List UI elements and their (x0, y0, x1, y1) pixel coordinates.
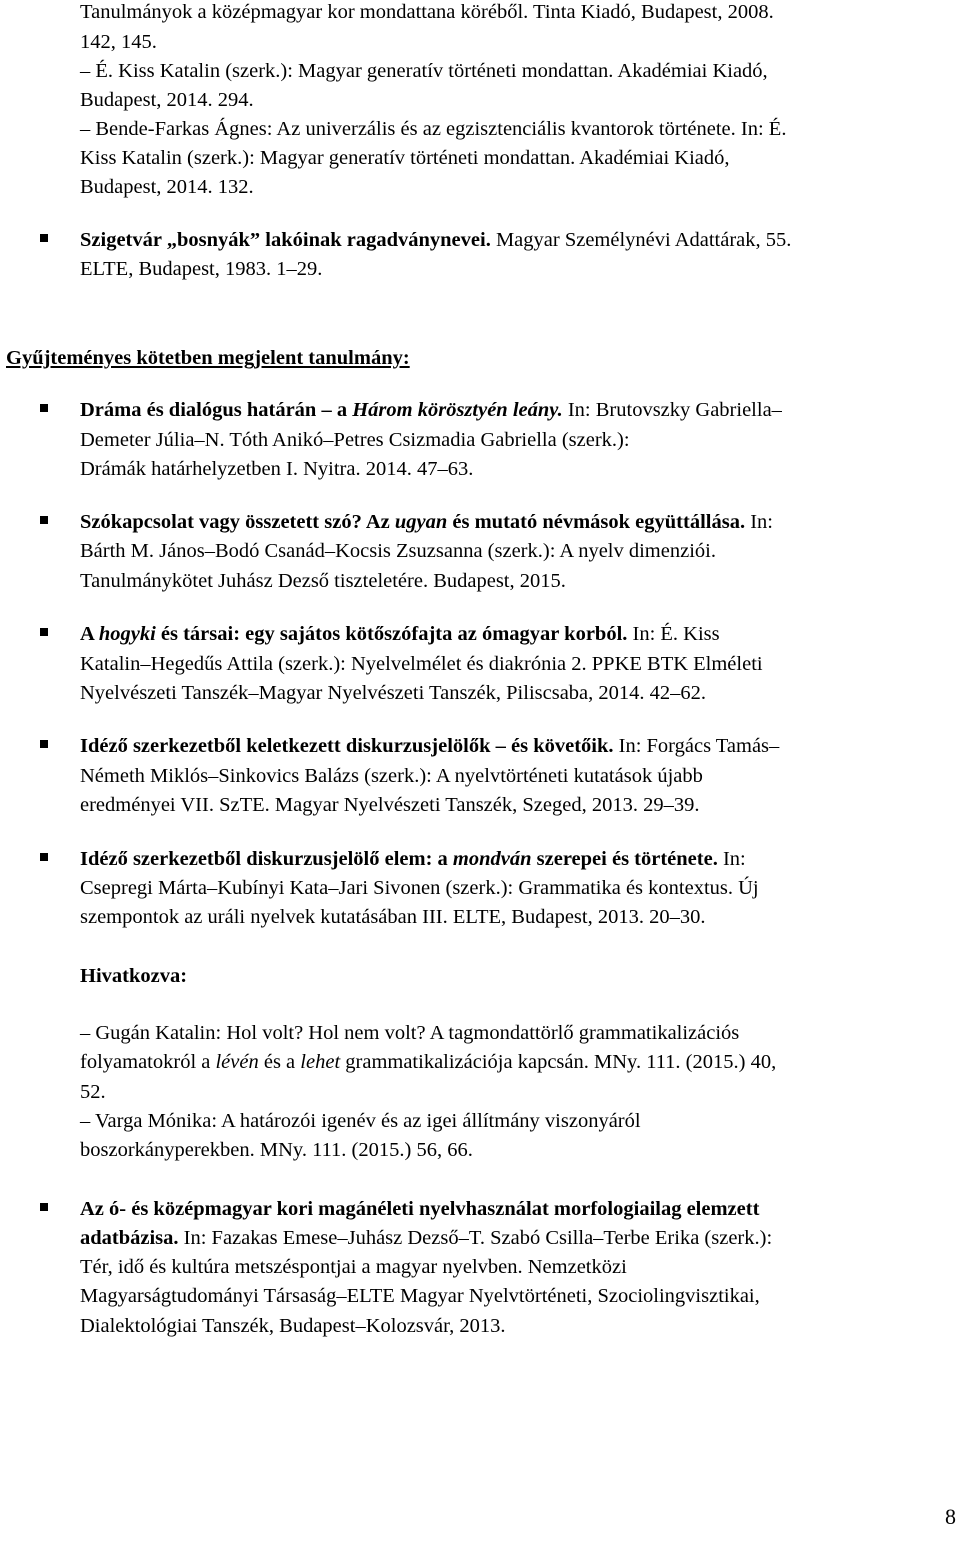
entry-6-bold-2: szerepei és története. (531, 848, 718, 870)
entry-3-bold: Szókapcsolat vagy összetett szó? Az (80, 511, 395, 533)
entry-7-title (80, 1195, 759, 1225)
page-number: 8 (945, 1504, 956, 1529)
ref-1-line2 (80, 1048, 776, 1078)
entry-3-line3: Tanulmánykötet Juhász Dezső tiszteletére. Budapest, 2015. (80, 570, 566, 592)
entry-6-bold: Idéző szerkezetből diskurzusjelölő elem: a (80, 848, 453, 870)
entry-7-bold-2: adatbázisa. (80, 1227, 179, 1249)
intro-line-6: Kiss Katalin (szerk.): Magyar generatív történeti mondattan. Akadémiai Kiadó, (80, 147, 730, 169)
ref-2-line1: – Varga Mónika: A határozói igenév és az igei állítmány viszonyáról (80, 1110, 641, 1132)
intro-line-1: Tanulmányok a középmagyar kor mondattana köréből. Tinta Kiadó, Budapest, 2008. (80, 1, 774, 23)
ref-1-line1: – Gugán Katalin: Hol volt? Hol nem volt? A tagmondattörlő grammatikalizációs (80, 1022, 740, 1044)
entry-7-line5: Dialektológiai Tanszék, Budapest–Kolozsvár, 2013. (80, 1315, 506, 1337)
bullet-icon (40, 404, 48, 412)
ref-1-italic-a: lévén (215, 1051, 259, 1073)
entry-2-rest: In: Brutovszky Gabriella– (562, 399, 782, 421)
intro-line-4: Budapest, 2014. 294. (80, 89, 254, 111)
ref-1-italic-b: lehet (300, 1051, 341, 1073)
entry-5-line3: eredményei VII. SzTE. Magyar Nyelvészeti Tanszék, Szeged, 2013. 29–39. (80, 794, 700, 816)
entry-6-bold-italic: mondván (452, 848, 532, 870)
entry-5-line2: Németh Miklós–Sinkovics Balázs (szerk.): A nyelvtörténeti kutatások újabb (80, 765, 703, 787)
entry-4-line3: Nyelvészeti Tanszék–Magyar Nyelvészeti Tanszék, Piliscsaba, 2014. 42–62. (80, 682, 707, 704)
entry-5-title (80, 732, 779, 762)
entry-3-rest: In: (745, 511, 773, 533)
entry-4-bold-2: és társai: egy sajátos kötőszófajta az ómagyar korból. (155, 623, 628, 645)
ref-1-text-c: grammatikalizációja kapcsán. MNy. 111. (2015.) 40, (340, 1051, 777, 1073)
bullet-icon (40, 1203, 48, 1211)
ref-1-text-a: folyamatokról a (80, 1051, 216, 1073)
entry-1-rest: Magyar Személynévi Adattárak, 55. (490, 229, 792, 251)
entry-5-bold: Idéző szerkezetből keletkezett diskurzusjelölők – és követőik. (80, 735, 614, 757)
entry-4-title (80, 620, 720, 650)
entry-6-title (80, 845, 746, 875)
entry-3-bold-italic: ugyan (394, 511, 448, 533)
entry-2-bold-italic: Három körösztyén leány. (352, 399, 563, 421)
bullet-icon (40, 234, 48, 242)
entry-4-line2: Katalin–Hegedűs Attila (szerk.): Nyelvelmélet és diakrónia 2. PPKE BTK Elméleti (80, 653, 763, 675)
entry-6-line2: Csepregi Márta–Kubínyi Kata–Jari Sivonen (szerk.): Grammatika és kontextus. Új (80, 877, 759, 899)
intro-line-7: Budapest, 2014. 132. (80, 176, 254, 198)
ref-1-line3: 52. (80, 1081, 106, 1103)
ref-2-line2: boszorkányperekben. MNy. 111. (2015.) 56, 66. (80, 1139, 473, 1161)
entry-7-line2 (80, 1224, 772, 1254)
entry-1-line2: ELTE, Budapest, 1983. 1–29. (80, 258, 323, 280)
intro-line-2: 142, 145. (80, 31, 157, 53)
entry-5-rest: In: Forgács Tamás– (613, 735, 780, 757)
entry-3-bold-2: és mutató névmások együttállása. (447, 511, 746, 533)
entry-2-bold: Dráma és dialógus határán – a (80, 399, 353, 421)
entry-7-line4: Magyarságtudományi Társaság–ELTE Magyar Nyelvtörténeti, Szociolingvisztikai, (80, 1285, 760, 1307)
entry-1-title (80, 226, 791, 256)
entry-4-rest: In: É. Kiss (627, 623, 720, 645)
ref-1-text-b: és a (258, 1051, 301, 1073)
entry-2-line2: Demeter Júlia–N. Tóth Anikó–Petres Csizmadia Gabriella (szerk.): (80, 429, 630, 451)
entry-2-line3: Drámák határhelyzetben I. Nyitra. 2014. 47–63. (80, 458, 474, 480)
bullet-icon (40, 628, 48, 636)
bullet-icon (40, 740, 48, 748)
hivatkozva-label-text: Hivatkozva: (80, 965, 188, 987)
section-heading (6, 344, 410, 374)
intro-line-5: – Bende-Farkas Ágnes: Az univerzális és az egzisztenciális kvantorok története. In: É. (80, 118, 787, 140)
entry-6-line3: szempontok az uráli nyelvek kutatásában III. ELTE, Budapest, 2013. 20–30. (80, 906, 706, 928)
entry-6-rest: In: (717, 848, 746, 870)
entry-2-title (80, 396, 782, 426)
bullet-icon (40, 516, 48, 524)
entry-4-bold-italic: hogyki (98, 623, 156, 645)
entry-7-line3: Tér, idő és kultúra metszéspontjai a magyar nyelvben. Nemzetközi (80, 1256, 627, 1278)
entry-7-bold: Az ó- és középmagyar kori magánéleti nyelvhasználat morfologiailag elemzett (80, 1198, 760, 1220)
intro-line-3: – É. Kiss Katalin (szerk.): Magyar generatív történeti mondattan. Akadémiai Kiadó, (80, 60, 768, 82)
section-heading-text: Gyűjteményes kötetben megjelent tanulmány: (6, 347, 410, 369)
hivatkozva-label (80, 962, 187, 992)
entry-1-bold: Szigetvár „bosnyák” lakóinak ragadványnevei. (80, 229, 491, 251)
entry-7-rest: In: Fazakas Emese–Juhász Dezső–T. Szabó Csilla–Terbe Erika (szerk.): (178, 1227, 773, 1249)
bullet-icon (40, 853, 48, 861)
entry-4-bold: A (80, 623, 99, 645)
entry-3-title (80, 508, 773, 538)
entry-3-line2: Bárth M. János–Bodó Csanád–Kocsis Zsuzsanna (szerk.): A nyelv dimenziói. (80, 540, 716, 562)
